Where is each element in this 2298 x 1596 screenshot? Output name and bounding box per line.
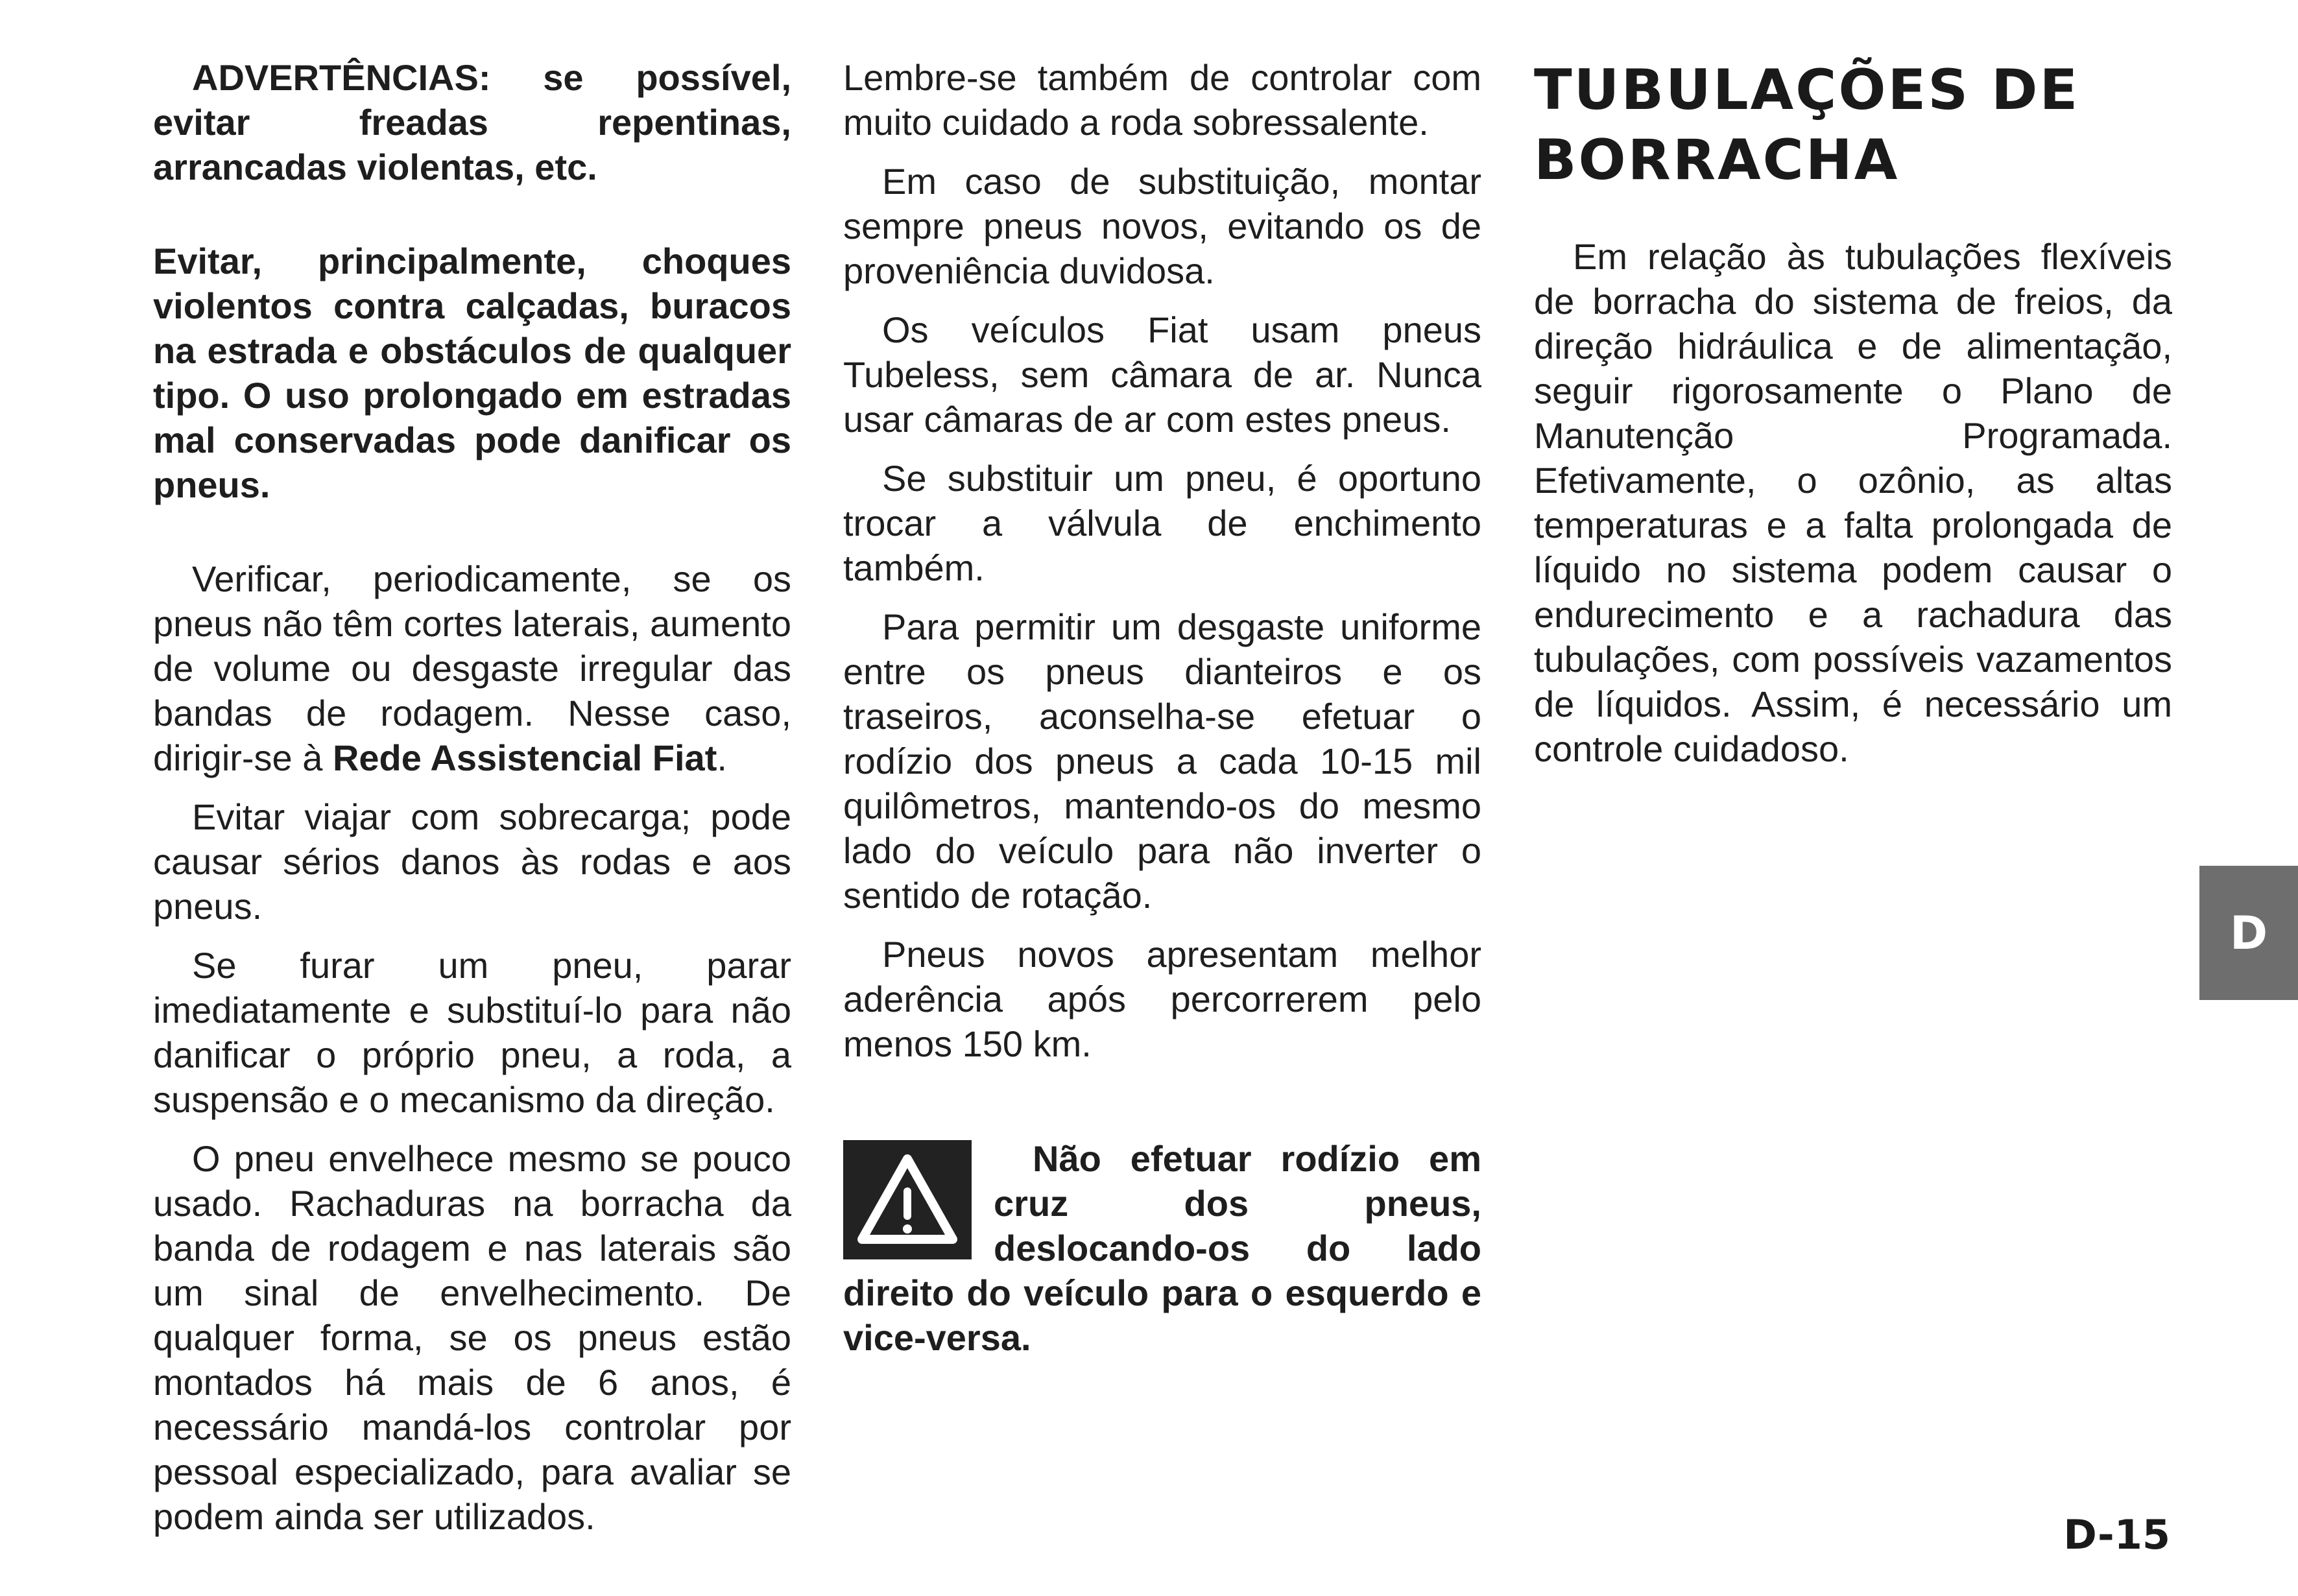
chapter-tab: D (2199, 866, 2298, 1000)
warning-triangle-svg (856, 1151, 959, 1248)
column-left (153, 55, 791, 1539)
rotation-warning-box (843, 1136, 1481, 1360)
heading-line-2: BORRACHA (1534, 128, 1900, 193)
verify-paragraph (153, 556, 791, 780)
rotation-paragraph: Para permitir um desgaste uniforme entre os pneus dianteiros e os traseiros, aconselha-se efetuar o rodízio dos pneus a cada 10-15 mil quilômetros, mantendo-os do mesmo lado do veículo para não inverter o sentido de rotação. (843, 606, 1481, 916)
valve-paragraph: Se substituir um pneu, é oportuno trocar a válvula de enchimento também. (843, 458, 1481, 588)
tubeless-paragraph: Os veículos Fiat usam pneus Tubeless, sem câmara de ar. Nunca usar câmaras de ar com estes pneus. (843, 309, 1481, 440)
warning-paragraph: ADVERTÊNCIAS: se possível, evitar freadas repentinas, arrancadas violentas, etc. (153, 57, 791, 187)
verify-text: Verificar, periodicamente, se os pneus não têm cortes laterais, aumento de volume ou desgaste irregular das bandas de rodagem. Nesse caso, dirigir-se à (153, 558, 791, 778)
heading-line-1: TUBULAÇÕES DE (1534, 58, 2080, 123)
puncture-paragraph: Se furar um pneu, parar imediatamente e substituí-lo para não danificar o próprio pneu, a roda, a suspensão e o mecanismo da direção. (153, 945, 791, 1120)
rede-assistencial-link-text: Rede Assistencial Fiat (332, 737, 717, 778)
overload-paragraph: Evitar viajar com sobrecarga; pode causar sérios danos às rodas e aos pneus. (153, 796, 791, 927)
impact-warning-paragraph: Evitar, principalmente, choques violentos contra calçadas, buracos na estrada e obstáculos de qualquer tipo. O uso prolongado em estradas mal conservadas pode danificar os pneus. (153, 241, 791, 505)
column-middle (843, 55, 1481, 1360)
rubber-hoses-paragraph: Em relação às tubulações flexíveis de borracha do sistema de freios, da direção hidráulica e de alimentação, seguir rigorosamente o Plano de Manutenção Programada. Efetivamente, o ozônio, as altas temperaturas e a falta prolongada de líquido no sistema podem causar o endurecimento e a rachadura das tubulações, com possíveis vazamentos de líquidos. Assim, é necessário um controle cuidadoso. (1534, 236, 2172, 769)
aging-paragraph: O pneu envelhece mesmo se pouco usado. Rachaduras na borracha da banda de rodagem e nas laterais são um sinal de envelhecimento. De qualquer forma, se os pneus estão montados há mais de 6 anos, é necessário mandá-los controlar por pessoal especializado, para avaliar se podem ainda ser utilizados. (153, 1138, 791, 1537)
column-right (1534, 55, 2172, 771)
verify-text-end: . (717, 737, 727, 778)
spare-wheel-paragraph: Lembre-se também de controlar com muito cuidado a roda sobressalente. (843, 57, 1481, 143)
page-number: D-15 (2063, 1511, 2170, 1558)
warning-triangle-icon (843, 1140, 972, 1259)
rotation-warning-text: Não efetuar rodízio em cruz dos pneus, deslocando-os do lado direito do veículo para o esquerdo e vice-versa. (843, 1138, 1481, 1358)
section-heading (1534, 55, 2172, 195)
new-tires-paragraph: Pneus novos apresentam melhor aderência após percorrerem pelo menos 150 km. (843, 934, 1481, 1064)
replacement-paragraph: Em caso de substituição, montar sempre pneus novos, evitando os de proveniência duvidosa. (843, 161, 1481, 291)
